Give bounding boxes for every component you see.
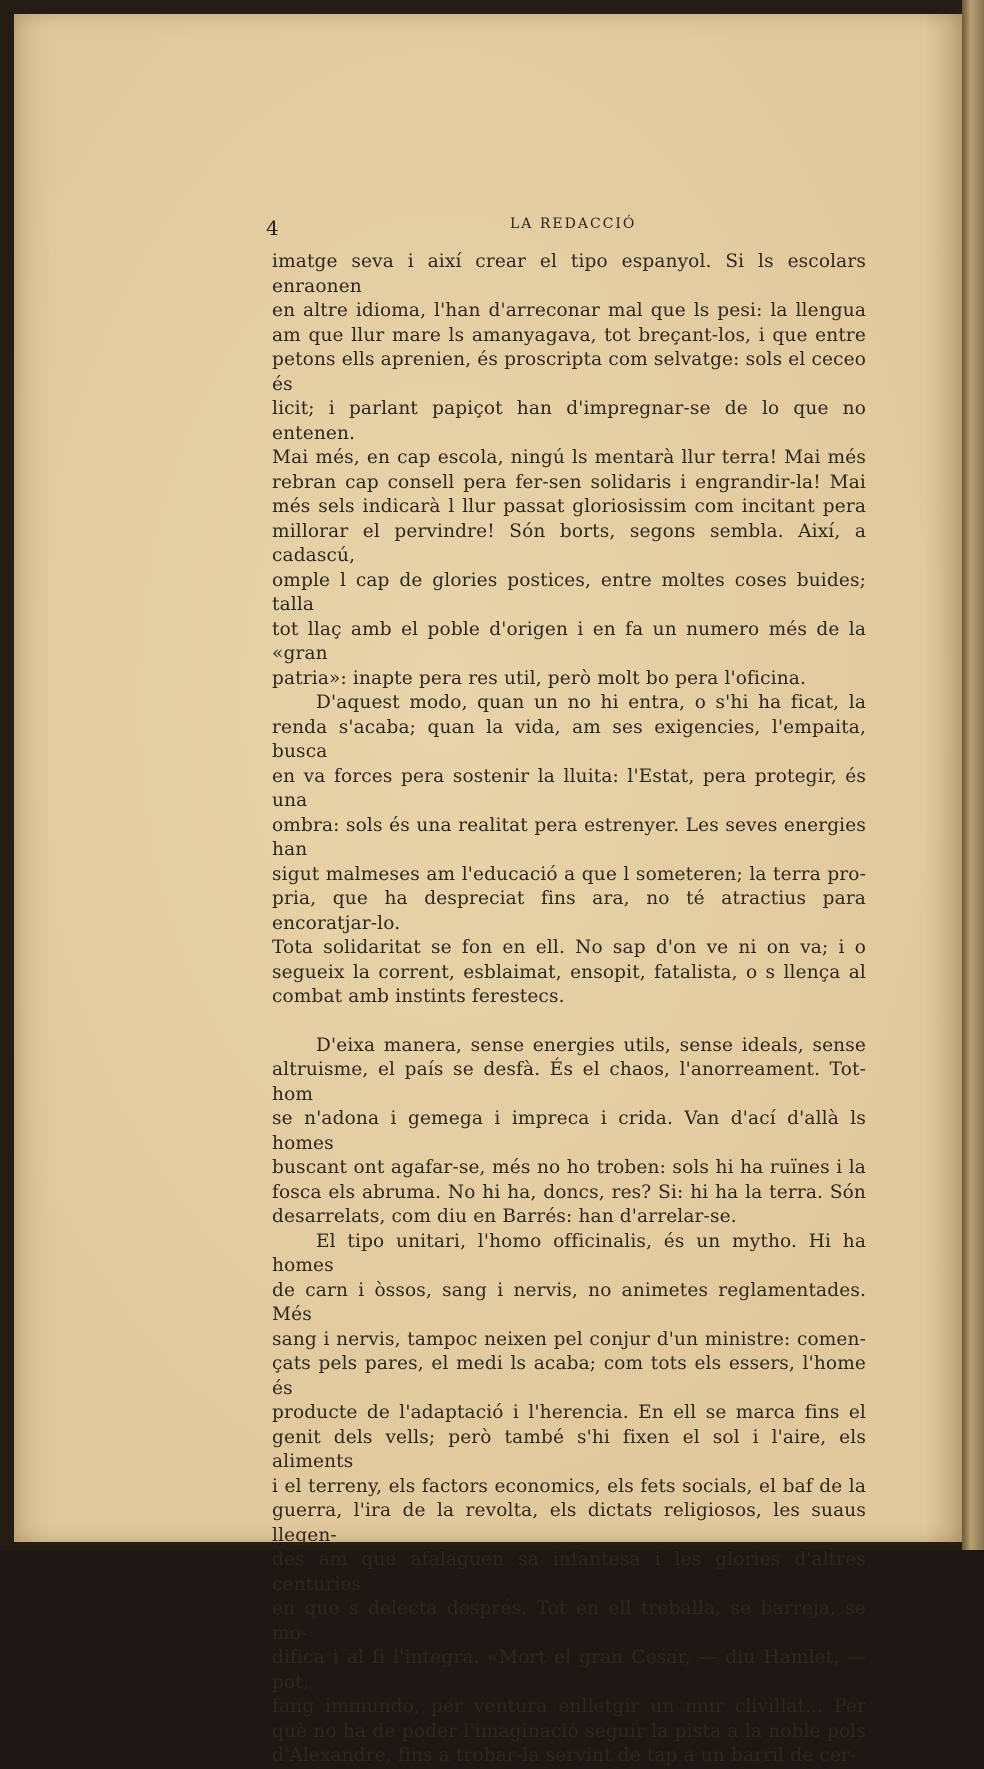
text-line: fang immundo, per ventura enlletgir un mur clivillat... Per xyxy=(272,1696,866,1717)
text-line: omple l cap de glories postices, entre moltes coses buides; talla xyxy=(272,569,866,615)
text-line: des am que afalaguen sa infantesa i les glories d'altres centuries xyxy=(272,1549,866,1595)
text-line: difica i al fi l'integra. «Mort el gran Cesar, — diu Hamlet, — pot, xyxy=(272,1647,866,1693)
text-line: El tipo unitari, l'homo officinalis, és un mytho. Hi ha homes xyxy=(272,1230,866,1276)
text-line: en que s delecta després. Tot en ell treballa, se barreja, se mo- xyxy=(272,1598,866,1644)
text-line: sang i nervis, tampoc neixen pel conjur d'un ministre: comen- xyxy=(272,1328,866,1350)
paragraph xyxy=(272,250,866,691)
text-line: D'eixa manera, sense energies utils, sense ideals, sense xyxy=(316,1034,866,1056)
text-line: desarrelats, com diu en Barrés: han d'arrelar-se. xyxy=(272,1206,737,1227)
text-line: millorar el pervindre! Són borts, segons sembla. Així, a cadascú, xyxy=(272,520,866,566)
page-header xyxy=(256,212,866,242)
adjacent-page-edge xyxy=(962,0,984,1550)
text-line: se n'adona i gemega i impreca i crida. Van d'ací d'allà ls homes xyxy=(272,1108,866,1154)
text-line: tot llaç amb el poble d'origen i en fa un numero més de la «gran xyxy=(272,618,866,664)
text-line: Mai més, en cap escola, ningú ls mentarà llur terra! Mai més xyxy=(272,447,866,468)
text-line: altruisme, el país se desfà. És el chaos, l'anorreament. Tot-hom xyxy=(272,1059,866,1105)
text-line: segueix la corrent, esblaimat, ensopit, fatalista, o s llença al xyxy=(272,961,866,983)
text-line: çats pels pares, el medi ls acaba; com tots els essers, l'home és xyxy=(272,1353,866,1399)
text-line: patria»: inapte pera res util, però molt bo pera l'oficina. xyxy=(272,667,806,689)
text-line: guerra, l'ira de la revolta, els dictats religiosos, les suaus llegen- xyxy=(272,1500,866,1546)
text-line: rebran cap consell pera fer-sen solidaris i engrandir-la! Mai xyxy=(272,471,866,493)
text-line: fosca els abruma. No hi ha, doncs, res? Si: hi ha la terra. Són xyxy=(272,1181,866,1203)
text-line: què no ha de poder l'imaginació seguir la pista a la noble pols xyxy=(272,1720,866,1742)
text-line: en va forces pera sostenir la lluita: l'Estat, pera protegir, és una xyxy=(272,765,866,811)
text-line: buscant ont agafar-se, més no ho troben: sols hi ha ruïnes i la xyxy=(272,1157,866,1178)
text-line: imatge seva i així crear el tipo espanyol. Si ls escolars enraonen xyxy=(272,251,866,297)
text-line: petons ells aprenien, és proscripta com selvatge: sols el ceceo és xyxy=(272,349,866,395)
body-text xyxy=(272,250,866,1769)
paragraph xyxy=(272,1230,866,1769)
text-line: producte de l'adaptació i l'herencia. En ell se marca fins el xyxy=(272,1402,866,1423)
text-line: genit dels vells; però també s'hi fixen el sol i l'aire, els aliments xyxy=(272,1426,866,1472)
paragraph xyxy=(272,691,866,1010)
text-line: combat amb instints ferestecs. xyxy=(272,986,565,1007)
text-line: d'Alexandre, fins a trobar-la servint de tap a un barril de cer- xyxy=(272,1745,857,1766)
text-line: licit; i parlant papiçot han d'impregnar-se de lo que no entenen. xyxy=(272,398,866,444)
text-line: i el terreny, els factors economics, els fets socials, el baf de la xyxy=(272,1475,866,1497)
section-break xyxy=(272,1010,866,1034)
text-line: ombra: sols és una realitat pera estrenyer. Les seves energies han xyxy=(272,814,866,860)
text-line: de carn i òssos, sang i nervis, no animetes reglamentades. Més xyxy=(272,1279,866,1325)
page-number: 4 xyxy=(266,216,279,240)
paragraph xyxy=(272,1034,866,1230)
text-line: Tota solidaritat se fon en ell. No sap d'on ve ni on va; i o xyxy=(272,937,866,958)
text-line: renda s'acaba; quan la vida, am ses exigencies, l'empaita, busca xyxy=(272,716,866,762)
text-line: am que llur mare ls amanyagava, tot breçant-los, i que entre xyxy=(272,324,866,346)
text-line: pria, que ha despreciat fins ara, no té atractius para encoratjar-lo. xyxy=(272,888,866,934)
text-line: sigut malmeses am l'educació a que l someteren; la terra pro- xyxy=(272,863,866,885)
running-title: LA REDACCIÓ xyxy=(510,216,637,232)
text-line: D'aquest modo, quan un no hi entra, o s'hi ha ficat, la xyxy=(316,692,866,713)
text-line: en altre idioma, l'han d'arreconar mal que ls pesi: la llengua xyxy=(272,300,866,321)
text-line: més sels indicarà l llur passat gloriosissim com incitant pera xyxy=(272,496,866,517)
